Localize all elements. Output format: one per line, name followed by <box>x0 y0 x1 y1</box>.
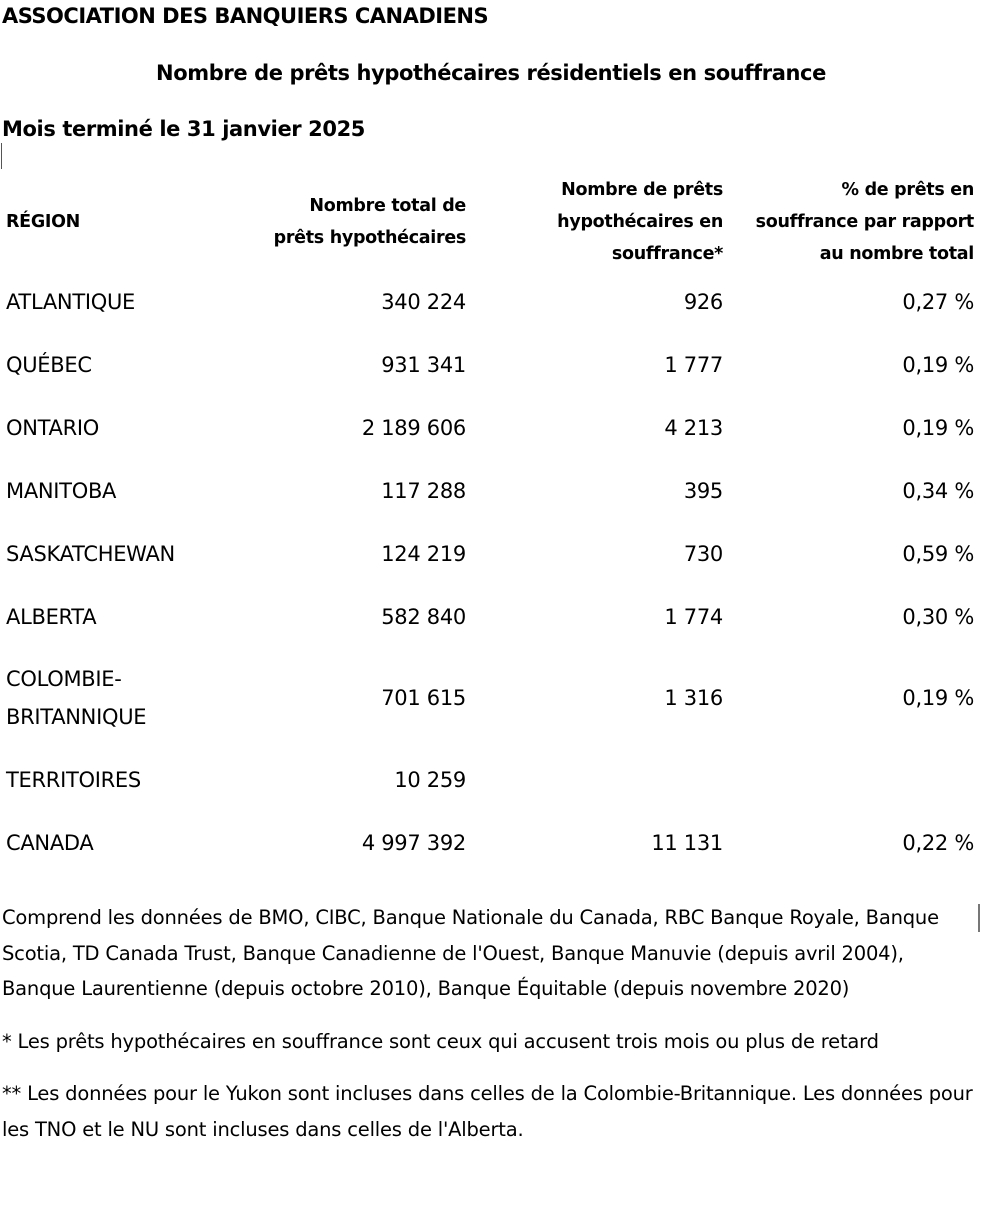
region-cell: SASKATCHEWAN <box>6 541 175 566</box>
arrears-cell: 1 777 <box>664 352 723 377</box>
table-row <box>0 585 978 648</box>
arrears-cell <box>470 748 727 811</box>
footnote-arrears-definition: * Les prêts hypothécaires en souffrance sont ceux qui accusent trois mois ou plus de retard <box>2 1029 879 1053</box>
region-cell: QUÉBEC <box>6 352 92 377</box>
percentage-cell: 0,59 % <box>902 541 974 566</box>
region-cell: ATLANTIQUE <box>6 289 136 314</box>
column-header-arrears: Nombre de prêts hypothécaires en souffrance* <box>557 180 723 264</box>
document-title: Nombre de prêts hypothécaires résidentiels en souffrance <box>156 61 826 85</box>
arrears-cell: 395 <box>683 478 723 503</box>
total-mortgages-cell: 701 615 <box>381 686 466 710</box>
region-cell: MANITOBA <box>6 478 117 503</box>
percentage-cell: 0,19 % <box>902 415 974 440</box>
arrears-cell: 926 <box>683 289 723 314</box>
arrears-cell: 1 774 <box>664 604 723 629</box>
table-header-row <box>0 174 978 270</box>
total-mortgages-cell: 4 997 392 <box>361 830 466 855</box>
table-row <box>0 648 978 748</box>
arrears-cell: 1 316 <box>664 686 723 710</box>
total-mortgages-cell: 931 341 <box>381 352 466 377</box>
region-cell: COLOMBIE-BRITANNIQUE <box>6 667 147 729</box>
column-header-region: RÉGION <box>6 212 81 232</box>
footnotes <box>2 900 980 1147</box>
table-row <box>0 522 978 585</box>
arrears-cell: 4 213 <box>664 415 723 440</box>
footnote-banks: Comprend les données de BMO, CIBC, Banque Nationale du Canada, RBC Banque Royale, Banque Scotia, TD Canada Trust, Banque Canadienne de l'Ouest, Banque Manuvie (depuis avril 2004), Banque Laurentienne (depuis octobre 2010), Banque Équitable (depuis novembre 2020) <box>2 906 939 1000</box>
region-cell: ALBERTA <box>6 604 97 629</box>
total-mortgages-cell: 124 219 <box>381 541 466 566</box>
table-row <box>0 270 978 333</box>
percentage-cell: 0,19 % <box>902 686 974 710</box>
total-mortgages-cell: 582 840 <box>381 604 466 629</box>
region-cell: ONTARIO <box>6 415 100 440</box>
total-mortgages-cell: 340 224 <box>381 289 466 314</box>
percentage-cell: 0,22 % <box>902 830 974 855</box>
column-header-percentage: % de prêts en souffrance par rapport au nombre total <box>755 180 974 264</box>
total-mortgages-cell: 117 288 <box>381 478 466 503</box>
column-header-total: Nombre total de prêts hypothécaires <box>273 196 466 248</box>
arrears-cell: 11 131 <box>651 830 723 855</box>
footnote-territories: ** Les données pour le Yukon sont incluses dans celles de la Colombie-Britannique. Les données pour les TNO et le NU sont incluses dans celles de l'Alberta. <box>2 1082 973 1141</box>
percentage-cell: 0,30 % <box>902 604 974 629</box>
percentage-cell: 0,34 % <box>902 478 974 503</box>
total-mortgages-cell: 10 259 <box>394 767 466 792</box>
table-row <box>0 396 978 459</box>
table-row <box>0 333 978 396</box>
arrears-cell: 730 <box>683 541 723 566</box>
region-cell: TERRITOIRES <box>6 767 141 792</box>
table-row <box>0 748 978 811</box>
reporting-period: Mois terminé le 31 janvier 2025 <box>2 117 366 141</box>
region-cell: CANADA <box>6 830 94 855</box>
organization-title: ASSOCIATION DES BANQUIERS CANADIENS <box>2 4 489 28</box>
table-row-total <box>0 811 978 874</box>
total-mortgages-cell: 2 189 606 <box>361 415 466 440</box>
table-row <box>0 459 978 522</box>
text-cursor-mark <box>1 143 2 169</box>
percentage-cell: 0,27 % <box>902 289 974 314</box>
percentage-cell <box>727 748 978 811</box>
percentage-cell: 0,19 % <box>902 352 974 377</box>
arrears-table <box>0 174 978 874</box>
